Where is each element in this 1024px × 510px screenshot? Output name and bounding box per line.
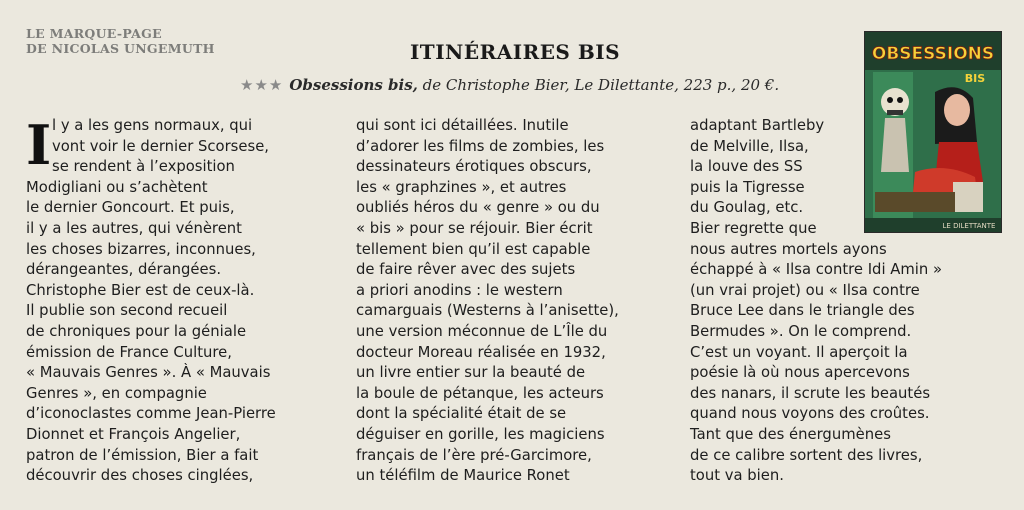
text-line: patron de l’émission, Bier a fait xyxy=(26,446,259,464)
text-line: l y a les gens normaux, qui xyxy=(52,117,253,134)
cover-title: OBSESSIONS xyxy=(871,44,995,64)
text-line: Il publie son second recueil xyxy=(26,302,228,320)
text-line: vont voir le dernier Scorsese, xyxy=(52,137,270,155)
text-line: échappé à « Ilsa contre Idi Amin » xyxy=(690,261,943,279)
text-line: Bier regrette que xyxy=(690,219,817,237)
text-line: quand nous voyons des croûtes. xyxy=(690,405,930,423)
text-line: un livre entier sur la beauté de xyxy=(356,364,586,382)
text-line: dont la spécialité était de se xyxy=(356,405,567,423)
text-line: de faire rêver avec des sujets xyxy=(356,261,576,279)
text-line: déguiser en gorille, les magiciens xyxy=(356,425,605,443)
text-line: les « graphzines », et autres xyxy=(356,178,567,196)
text-line: qui sont ici détaillées. Inutile xyxy=(356,117,569,134)
book-reference xyxy=(240,76,779,94)
text-line: C’est un voyant. Il aperçoit la xyxy=(690,343,908,361)
text-line: nous autres mortels ayons xyxy=(690,240,887,258)
byline xyxy=(26,26,215,56)
text-line: d’adorer les films de zombies, les xyxy=(356,137,605,155)
cover-subtitle: BIS xyxy=(964,72,986,85)
text-line: tellement bien qu’il est capable xyxy=(356,240,591,258)
text-line: du Goulag, etc. xyxy=(690,199,804,217)
text-line: il y a les autres, qui vénèrent xyxy=(26,219,242,237)
text-line: tout va bien. xyxy=(690,467,784,485)
article-column-2 xyxy=(356,116,686,487)
text-line: les choses bizarres, inconnues, xyxy=(26,240,256,258)
text-line: oubliés héros du « genre » ou du xyxy=(356,199,600,217)
article-title: ITINÉRAIRES BIS xyxy=(409,40,621,64)
byline-line-1: LE MARQUE-PAGE xyxy=(26,26,162,41)
text-line: « bis » pour se réjouir. Bier écrit xyxy=(356,219,593,237)
text-line: se rendent à l’exposition xyxy=(52,158,235,176)
text-line: la louve des SS xyxy=(690,158,803,176)
text-line: Genres », en compagnie xyxy=(26,384,207,402)
text-line: de ce calibre sortent des livres, xyxy=(690,446,923,464)
rating-stars: ★★★ xyxy=(240,76,284,94)
text-line: « Mauvais Genres ». À « Mauvais xyxy=(26,364,271,382)
text-line: la boule de pétanque, les acteurs xyxy=(356,384,604,402)
text-line: Tant que des énergumènes xyxy=(690,425,891,443)
text-line: poésie là où nous apercevons xyxy=(690,364,910,382)
article-column-3 xyxy=(690,116,1010,487)
text-line: docteur Moreau réalisée en 1932, xyxy=(356,343,606,361)
text-line: Dionnet et François Angelier, xyxy=(26,425,241,443)
text-line: français de l’ère pré-Garcimore, xyxy=(356,446,592,464)
cover-publisher: LE DILETTANTE xyxy=(942,222,996,230)
text-line: découvrir des choses cinglées, xyxy=(26,467,254,485)
text-line: Modigliani ou s’achètent xyxy=(26,178,208,196)
text-line: Bruce Lee dans le triangle des xyxy=(690,302,915,320)
text-line: dérangeantes, dérangées. xyxy=(26,261,222,279)
article-column-1 xyxy=(26,113,346,487)
text-line: a priori anodins : le western xyxy=(356,281,563,299)
text-line: un téléfilm de Maurice Ronet xyxy=(356,467,570,485)
text-line: de chroniques pour la géniale xyxy=(26,322,247,340)
text-line: le dernier Goncourt. Et puis, xyxy=(26,199,235,217)
text-line: camarguais (Westerns à l’anisette), xyxy=(356,302,619,320)
text-line: Bermudes ». On le comprend. xyxy=(690,322,912,340)
book-details: de Christophe Bier, Le Dilettante, 223 p., 20 €. xyxy=(417,76,780,94)
text-line: Christophe Bier est de ceux-là. xyxy=(26,281,255,299)
byline-line-2: DE NICOLAS UNGEMUTH xyxy=(26,41,215,56)
book-title: Obsessions bis, xyxy=(289,76,418,94)
text-line: des nanars, il scrute les beautés xyxy=(690,384,931,402)
text-line: puis la Tigresse xyxy=(690,178,805,196)
text-line: une version méconnue de L’Île du xyxy=(356,322,608,340)
text-line: adaptant Bartleby xyxy=(690,117,825,134)
text-line: dessinateurs érotiques obscurs, xyxy=(356,158,592,176)
text-line: de Melville, Ilsa, xyxy=(690,137,809,155)
text-line: d’iconoclastes comme Jean-Pierre xyxy=(26,405,276,423)
drop-cap: I xyxy=(26,113,52,177)
text-line: émission de France Culture, xyxy=(26,343,232,361)
text-line: (un vrai projet) ou « Ilsa contre xyxy=(690,281,920,299)
